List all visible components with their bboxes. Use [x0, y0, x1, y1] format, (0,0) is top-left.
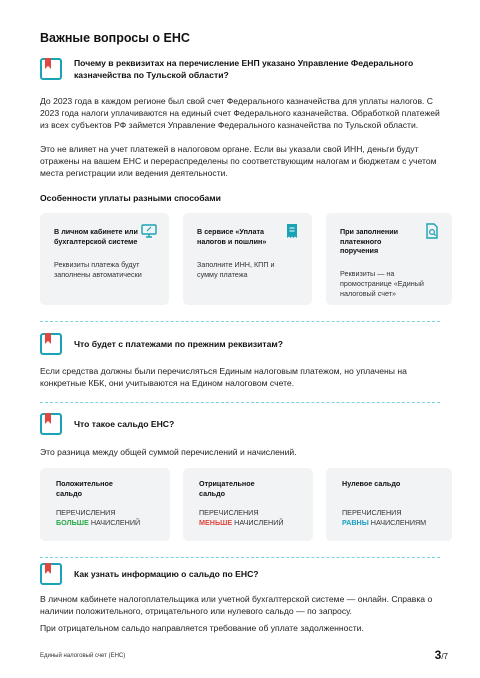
saldo-card-title: Отрицательное сальдо	[199, 479, 255, 498]
method-card-order	[326, 213, 452, 305]
saldo-card-positive	[40, 468, 170, 541]
document-search-icon	[424, 223, 440, 239]
saldo-rest-text: НАЧИСЛЕНИЙ	[90, 518, 141, 527]
method-card-text: Заполните ИНН, КПП и сумму платежа	[197, 260, 275, 279]
saldo-card-title: Нулевое сальдо	[342, 479, 401, 488]
bookmark-icon	[40, 58, 62, 80]
question-3-title: Что такое сальдо ЕНС?	[74, 419, 175, 429]
bookmark-icon	[40, 563, 62, 585]
page-total: /7	[441, 652, 448, 661]
question-1-paragraph-1: До 2023 года в каждом регионе был свой счет Федерального казначейства для уплаты налогов. С 2023 года налоги уплачиваются на единый счет Федерального казначейства. Обработкой платежей из всех субъектов РФ займется Управление Федерального казначейства по Тульской области.	[40, 96, 440, 130]
saldo-card-title: Положительное сальдо	[56, 479, 113, 498]
saldo-highlight-word: БОЛЬШЕ	[56, 518, 89, 527]
question-4-title: Как узнать информацию о сальдо по ЕНС?	[74, 569, 259, 579]
method-card-cabinet	[40, 213, 169, 305]
question-1-title: Почему в реквизитах на перечисление ЕНП указано Управление Федерального казначейства по Тульской области?	[74, 58, 414, 80]
page-number	[435, 648, 448, 662]
saldo-card-negative	[183, 468, 313, 541]
divider	[40, 557, 440, 558]
question-2-title: Что будет с платежами по прежним реквизитам?	[74, 339, 284, 349]
saldo-card-line-2	[342, 518, 426, 527]
page-current: 3	[434, 648, 442, 662]
page-title: Важные вопросы о ЕНС	[40, 31, 190, 45]
bookmark-icon	[40, 333, 62, 355]
method-card-title: В сервисе «Уплата налогов и пошлин»	[197, 227, 267, 246]
method-card-title: В личном кабинете или бухгалтерской системе	[54, 227, 138, 246]
question-2	[40, 333, 440, 355]
saldo-card-zero	[326, 468, 452, 541]
question-2-paragraph: Если средства должны были перечисляться Единым налоговым платежом, но уплачены на конкретные КБК, они учитываются на Едином налоговом счете.	[40, 366, 407, 388]
question-4	[40, 563, 440, 585]
saldo-highlight-word: МЕНЬШЕ	[199, 518, 233, 527]
saldo-card-line: ПЕРЕЧИСЛЕНИЯ	[342, 508, 402, 517]
question-1	[40, 58, 440, 82]
saldo-card-line: ПЕРЕЧИСЛЕНИЯ	[199, 508, 259, 517]
divider	[40, 402, 440, 403]
question-3	[40, 413, 440, 435]
question-4-paragraph-1: В личном кабинете налогоплательщика или учетной бухгалтерской системе — онлайн. Справка о наличии положительного, отрицательного или нулевого сальдо — по запросу.	[40, 594, 433, 616]
divider	[40, 321, 440, 322]
methods-title: Особенности уплаты разными способами	[40, 193, 221, 203]
saldo-card-line-2	[56, 518, 140, 527]
method-card-title: При заполнении платежного поручения	[340, 227, 399, 255]
question-1-paragraph-2: Это не влияет на учет платежей в налоговом органе. Если вы указали свой ИНН, деньги будут отражены на вашем ЕНС и перераспределены по соответствующим налогам и бюджетам с учетом места регистрации или ведения деятельности.	[40, 144, 437, 178]
saldo-rest-text: НАЧИСЛЕНИЯМ	[370, 518, 427, 527]
footer-text: Единый налоговый счет (ЕНС)	[40, 653, 126, 659]
method-card-text: Реквизиты платежа будут заполнены автоматически	[54, 260, 142, 279]
saldo-card-line: ПЕРЕЧИСЛЕНИЯ	[56, 508, 116, 517]
method-card-service	[183, 213, 312, 305]
saldo-highlight-word: РАВНЫ	[342, 518, 369, 527]
question-3-paragraph: Это разница между общей суммой перечислений и начислений.	[40, 447, 297, 457]
saldo-card-line-2	[199, 518, 284, 527]
method-card-text: Реквизиты — на промостранице «Единый налоговый счет»	[340, 269, 424, 298]
bookmark-icon	[40, 413, 62, 435]
saldo-rest-text: НАЧИСЛЕНИЙ	[234, 518, 284, 527]
question-4-paragraph-2: При отрицательном сальдо направляется требование об уплате задолженности.	[40, 623, 364, 633]
